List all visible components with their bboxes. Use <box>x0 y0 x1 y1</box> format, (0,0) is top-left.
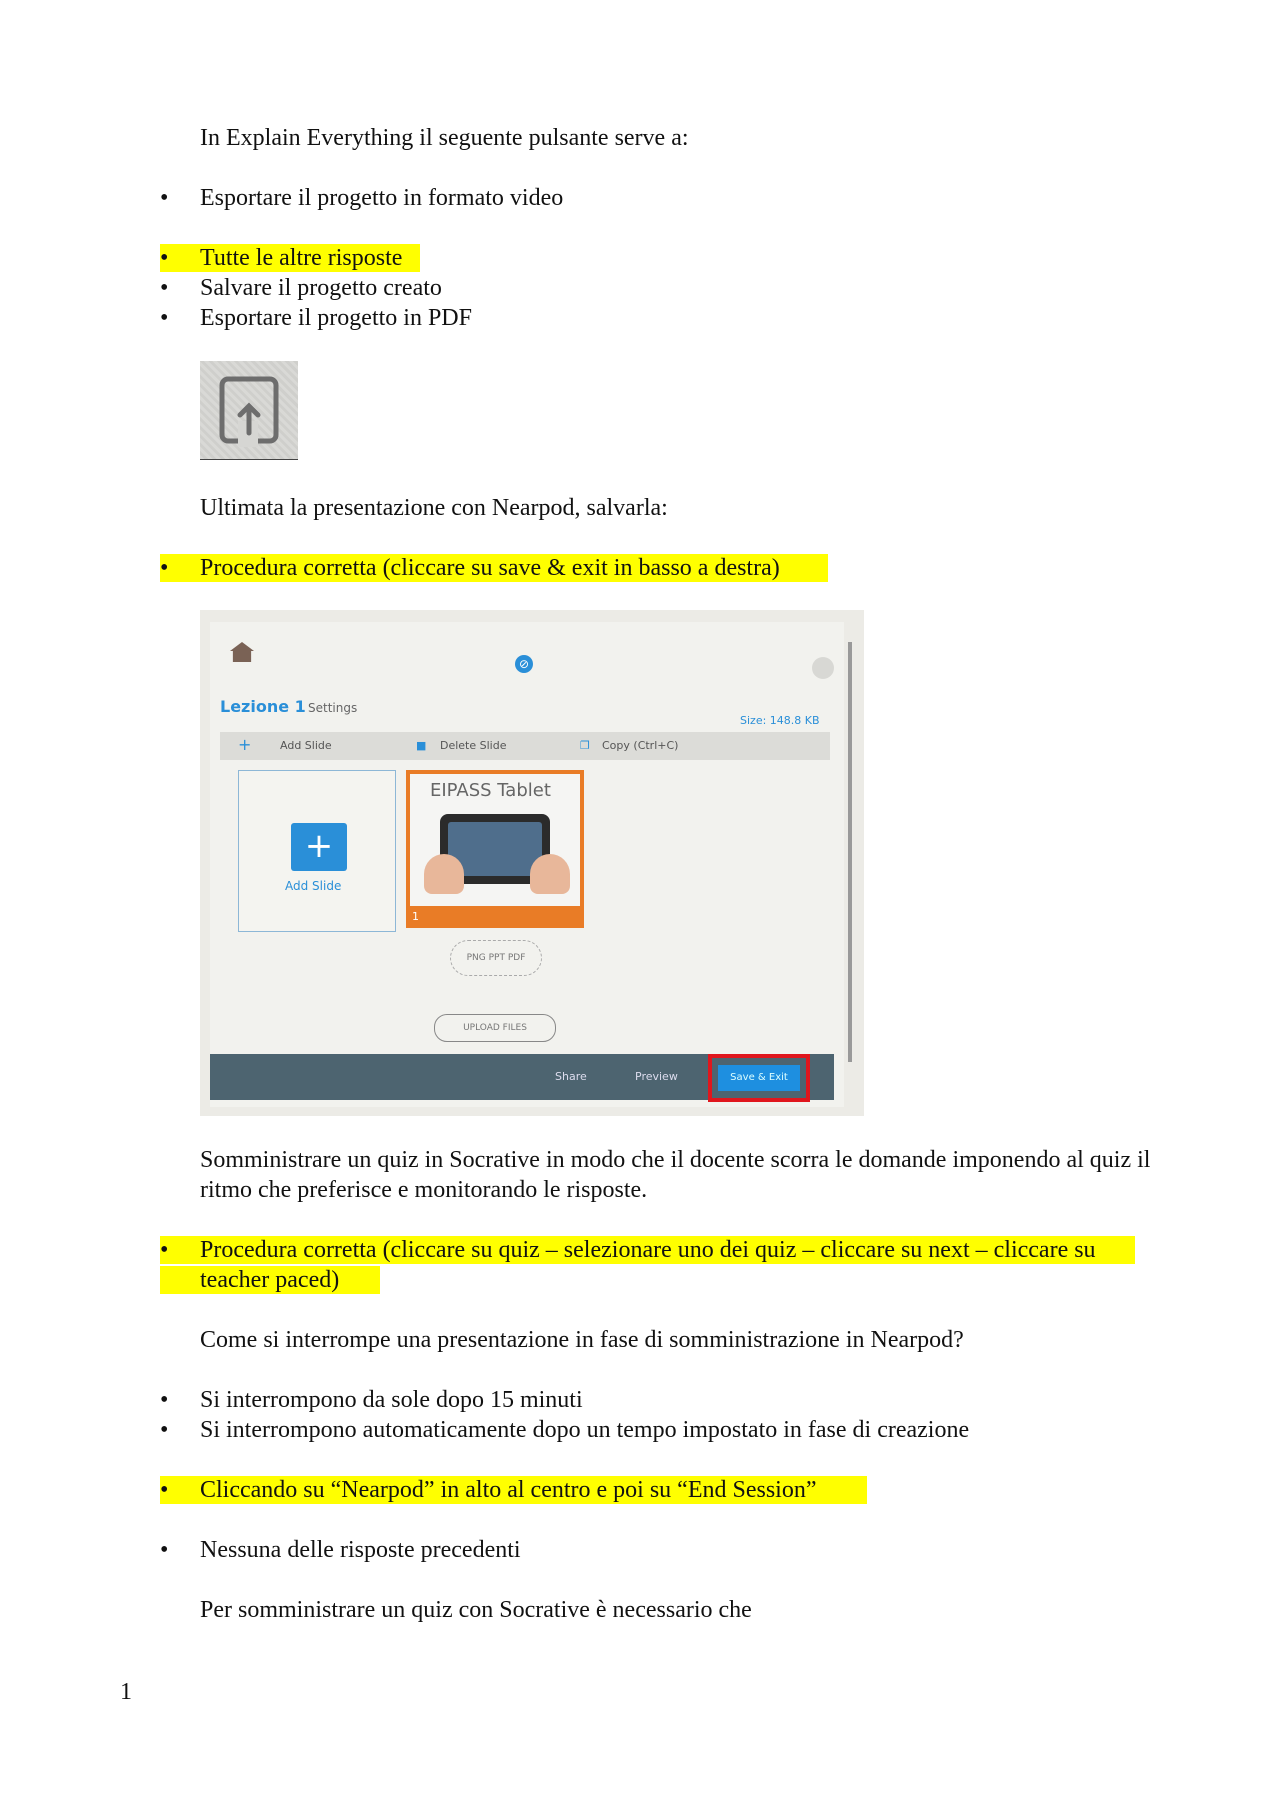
settings-label: Settings <box>308 701 358 715</box>
page-number: 1 <box>120 1679 132 1705</box>
size-label: Size: 148.8 KB <box>740 714 820 727</box>
answer-2-correct: Procedura corretta (cliccare su save & exit in basso a destra) <box>200 555 780 581</box>
slide-thumbnail <box>406 770 584 928</box>
scrollbar <box>848 642 852 1062</box>
lesson-title: Lezione 1 <box>220 697 306 716</box>
plus-icon: + <box>238 735 252 754</box>
trash-icon: ■ <box>416 739 427 752</box>
answer-1-1: Esportare il progetto in formato video <box>200 185 564 211</box>
add-slide-plus-icon: + <box>291 823 347 871</box>
add-slide-box-label: Add Slide <box>285 879 342 893</box>
question-2: Ultimata la presentazione con Nearpod, salvarla: <box>200 495 668 521</box>
nearpod-screenshot <box>200 610 864 1116</box>
bullet: • <box>160 275 169 301</box>
answer-4-2: Si interrompono automaticamente dopo un tempo impostato in fase di creazione <box>200 1417 970 1443</box>
nearpod-logo-icon: ⊘ <box>515 655 533 673</box>
slide-title: EIPASS Tablet <box>430 780 551 801</box>
bullet: • <box>160 1417 169 1443</box>
add-slide-box <box>238 770 396 932</box>
nearpod-window <box>210 622 844 1107</box>
hand-image <box>424 854 464 894</box>
avatar <box>812 657 834 679</box>
save-exit-label: Save & Exit <box>718 1065 800 1091</box>
bullet: • <box>160 555 169 581</box>
preview-label: Preview <box>635 1070 678 1083</box>
bullet: • <box>160 1237 169 1263</box>
slide-number: 1 <box>412 910 419 923</box>
slide-content <box>410 774 580 906</box>
question-4: Come si interrompe una presentazione in fase di somministrazione in Nearpod? <box>200 1327 964 1353</box>
delete-slide-label: Delete Slide <box>440 739 507 752</box>
answer-1-4: Esportare il progetto in PDF <box>200 305 472 331</box>
share-export-icon <box>200 361 298 460</box>
copy-icon: ❐ <box>580 739 590 752</box>
bullet: • <box>160 305 169 331</box>
question-3: Somministrare un quiz in Socrative in modo che il docente scorra le domande imponendo al quiz il ritmo che preferisce e monitorando le risposte. <box>200 1147 1151 1203</box>
highlight-frame <box>708 1054 810 1102</box>
share-label: Share <box>555 1070 587 1083</box>
answer-3-correct: Procedura corretta (cliccare su quiz – selezionare uno dei quiz – cliccare su next – cliccare su teacher paced) <box>200 1237 1096 1293</box>
answer-4-4: Nessuna delle risposte precedenti <box>200 1537 521 1563</box>
answer-4-3-correct: Cliccando su “Nearpod” in alto al centro e poi su “End Session” <box>200 1477 817 1503</box>
bullet: • <box>160 185 169 211</box>
slide-toolbar <box>220 732 830 760</box>
answer-1-3: Salvare il progetto creato <box>200 275 442 301</box>
answer-4-1: Si interrompono da sole dopo 15 minuti <box>200 1387 583 1413</box>
question-5: Per somministrare un quiz con Socrative è necessario che <box>200 1597 752 1623</box>
bullet: • <box>160 1477 169 1503</box>
question-1: In Explain Everything il seguente pulsante serve a: <box>200 125 689 151</box>
copy-label: Copy (Ctrl+C) <box>602 739 679 752</box>
answer-1-2-correct: Tutte le altre risposte <box>200 245 403 271</box>
bullet: • <box>160 1387 169 1413</box>
hand-image <box>530 854 570 894</box>
add-slide-toolbar-label: Add Slide <box>280 739 332 752</box>
file-types: PNG PPT PDF <box>450 940 542 976</box>
bullet: • <box>160 245 169 271</box>
upload-files-label: UPLOAD FILES <box>434 1014 556 1042</box>
home-icon <box>230 642 254 662</box>
bullet: • <box>160 1537 169 1563</box>
bottom-bar <box>210 1054 834 1100</box>
